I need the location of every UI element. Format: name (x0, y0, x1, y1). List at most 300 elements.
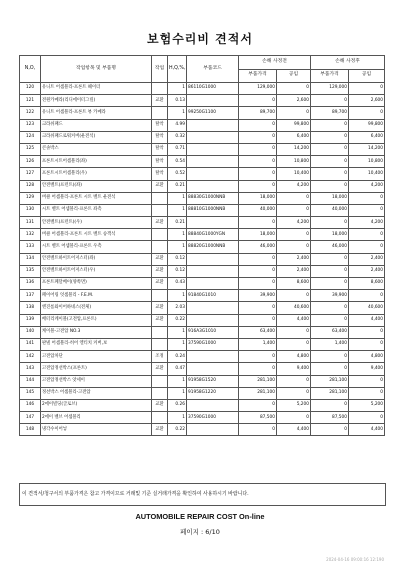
row-part-price-before: 0 (239, 278, 277, 290)
header-hq: H,Q,%, (168, 56, 187, 83)
footer-title: AUTOMOBILE REPAIR COST On-line (135, 512, 265, 521)
table-row (20, 119, 385, 131)
row-part-code: 91840G1010 (187, 290, 239, 302)
row-part-code (187, 399, 239, 411)
row-item: 시트 벨트 어셈블리-프론트 좌측 (41, 204, 152, 216)
row-part-price-after: 129,000 (311, 83, 349, 95)
row-labor-before: 0 (277, 387, 311, 399)
row-part-price-after: 0 (311, 217, 349, 229)
row-no: 133 (20, 241, 41, 253)
page-number: 페이지 : 6/10 (180, 528, 220, 536)
table-row (20, 290, 385, 302)
row-work (152, 204, 168, 216)
row-part-code (187, 363, 239, 375)
row-labor-after: 0 (349, 192, 385, 204)
row-part-price-before: 0 (239, 95, 277, 107)
row-hq: 1 (168, 412, 187, 424)
row-hq: 1 (168, 387, 187, 399)
row-item: 안전벨트하이트어저스터(좌) (41, 253, 152, 265)
row-item: 프론트시트어셈블리(우) (41, 168, 152, 180)
row-part-price-before: 0 (239, 265, 277, 277)
row-labor-before: 6,400 (277, 131, 311, 143)
table-row (20, 204, 385, 216)
row-part-price-before: 0 (239, 119, 277, 131)
row-work (152, 387, 168, 399)
row-work: 교환 (152, 95, 168, 107)
row-item: 프론트페달베이(양쪽면) (41, 278, 152, 290)
row-hq: 0.52 (168, 168, 187, 180)
table-row (20, 83, 385, 95)
row-part-price-after: 39,900 (311, 290, 349, 302)
row-part-price-before: 87,500 (239, 412, 277, 424)
row-part-code: 88820G1000NNB (187, 241, 239, 253)
header-part-price-before: 부품가격 (239, 69, 277, 83)
row-part-price-after: 0 (311, 399, 349, 411)
row-labor-before: 5,200 (277, 399, 311, 411)
row-item: 판넬 어셈블리-히어 엘티치 커버,보 (41, 338, 152, 350)
row-item: 안전벨트(프런트)(우) (41, 217, 152, 229)
row-item: 유니트 어셈블리-프론트 뷰 카메라 (41, 107, 152, 119)
row-labor-after: 4,800 (349, 351, 385, 363)
table-row (20, 424, 385, 436)
row-item: 크라쉬패드 (41, 119, 152, 131)
table-row (20, 399, 385, 411)
header-labor-after: 공임 (349, 69, 385, 83)
row-part-price-before: 0 (239, 314, 277, 326)
row-hq: 0.12 (168, 253, 187, 265)
row-part-price-after: 0 (311, 168, 349, 180)
row-labor-before: 2,400 (277, 253, 311, 265)
row-labor-after: 5,200 (349, 399, 385, 411)
row-labor-after: 0 (349, 204, 385, 216)
row-hq: 1 (168, 338, 187, 350)
row-part-price-after: 40,000 (311, 204, 349, 216)
row-work (152, 338, 168, 350)
row-labor-before: 0 (277, 290, 311, 302)
row-part-price-after: 0 (311, 131, 349, 143)
row-no: 147 (20, 412, 41, 424)
row-hq: 1 (168, 290, 187, 302)
row-no: 143 (20, 363, 41, 375)
row-work: 교환 (152, 363, 168, 375)
table-row (20, 180, 385, 192)
row-hq: 0.32 (168, 131, 187, 143)
table-row (20, 253, 385, 265)
row-hq: 0.24 (168, 351, 187, 363)
header-part-price-after: 부품가격 (311, 69, 349, 83)
table-row (20, 351, 385, 363)
row-hq: 0.21 (168, 217, 187, 229)
row-no: 123 (20, 119, 41, 131)
row-no: 142 (20, 351, 41, 363)
row-labor-after: 40,600 (349, 302, 385, 314)
disclaimer-note: 이 견적서/청구서의 부품가격은 참고 가격이므로 거래및 기준 실거래가격을 확인하여 사용하시기 바랍니다. (19, 483, 386, 506)
row-hq: 0.22 (168, 314, 187, 326)
row-item: 고전압정션박스(프론트) (41, 363, 152, 375)
row-part-code (187, 168, 239, 180)
row-labor-after: 4,400 (349, 314, 385, 326)
print-timestamp: 2024-04-16 09:00:16 12:190 (326, 557, 384, 562)
row-labor-before: 0 (277, 241, 311, 253)
row-part-price-after: 0 (311, 351, 349, 363)
row-no: 130 (20, 204, 41, 216)
row-labor-before: 8,600 (277, 278, 311, 290)
row-labor-before: 0 (277, 229, 311, 241)
table-row (20, 387, 385, 399)
row-part-price-after: 87,500 (311, 412, 349, 424)
table-row (20, 326, 385, 338)
row-item: 버클 어셈블리-프론트 시트 벨트 운전석 (41, 192, 152, 204)
row-item: 프론트시트어셈블리(좌) (41, 156, 152, 168)
row-work: 탈착 (152, 168, 168, 180)
row-no: 146 (20, 399, 41, 411)
row-no: 145 (20, 387, 41, 399)
row-part-price-after: 0 (311, 253, 349, 265)
row-part-price-before: 39,900 (239, 290, 277, 302)
row-part-price-before: 18,000 (239, 192, 277, 204)
row-part-code: 91958G1520 (187, 375, 239, 387)
row-labor-before: 0 (277, 192, 311, 204)
row-part-code (187, 131, 239, 143)
table-row (20, 131, 385, 143)
row-work: 교환 (152, 180, 168, 192)
row-part-code (187, 314, 239, 326)
row-part-price-before: 46,000 (239, 241, 277, 253)
row-hq: 0.13 (168, 95, 187, 107)
row-hq: 0.47 (168, 363, 187, 375)
row-hq: 2.03 (168, 302, 187, 314)
table-row (20, 217, 385, 229)
row-part-code (187, 265, 239, 277)
row-labor-after: 4,200 (349, 180, 385, 192)
row-part-price-after: 281,100 (311, 375, 349, 387)
row-part-price-after: 0 (311, 95, 349, 107)
row-item: 고전압정션박스 앗세이 (41, 375, 152, 387)
row-labor-before: 0 (277, 326, 311, 338)
row-part-price-before: 0 (239, 424, 277, 436)
row-part-price-before: 0 (239, 168, 277, 180)
row-part-price-after: 1,400 (311, 338, 349, 350)
row-part-code (187, 302, 239, 314)
row-work: 교환 (152, 265, 168, 277)
row-labor-after: 14,200 (349, 143, 385, 155)
row-no: 127 (20, 168, 41, 180)
row-work: 탈착 (152, 143, 168, 155)
row-hq: 0.71 (168, 143, 187, 155)
row-item: 유니트 어셈블리-프론트 헤이더 (41, 83, 152, 95)
row-part-price-after: 18,000 (311, 192, 349, 204)
row-labor-after: 10,800 (349, 156, 385, 168)
row-labor-before: 0 (277, 107, 311, 119)
row-no: 124 (20, 131, 41, 143)
row-part-price-after: 0 (311, 314, 349, 326)
row-work (152, 192, 168, 204)
table-row (20, 363, 385, 375)
row-labor-after: 0 (349, 387, 385, 399)
row-item: 2에이빌딩(글로브) (41, 399, 152, 411)
row-work (152, 375, 168, 387)
row-work: 교환 (152, 253, 168, 265)
row-labor-after: 8,600 (349, 278, 385, 290)
table-row (20, 278, 385, 290)
row-work (152, 412, 168, 424)
row-work: 교환 (152, 302, 168, 314)
table-row (20, 168, 385, 180)
row-part-price-after: 0 (311, 156, 349, 168)
row-part-price-after: 0 (311, 119, 349, 131)
table-row (20, 412, 385, 424)
row-part-price-after: 0 (311, 278, 349, 290)
row-part-code (187, 119, 239, 131)
row-part-price-before: 129,000 (239, 83, 277, 95)
table-row (20, 95, 385, 107)
row-labor-before: 9,400 (277, 363, 311, 375)
row-labor-after: 9,400 (349, 363, 385, 375)
row-hq: 0.22 (168, 424, 187, 436)
row-item: 시트 벨트 어셈블리-프론트 우측 (41, 241, 152, 253)
row-item: 크라쉬패드로워커버(운전석) (41, 131, 152, 143)
row-no: 121 (20, 95, 41, 107)
row-hq: 4.99 (168, 119, 187, 131)
row-item: 안전벨트(프런트)(좌) (41, 180, 152, 192)
table-row (20, 265, 385, 277)
table-row (20, 143, 385, 155)
row-labor-after: 4,400 (349, 424, 385, 436)
row-part-price-before: 1,400 (239, 338, 277, 350)
row-work (152, 83, 168, 95)
row-part-price-after: 0 (311, 424, 349, 436)
row-no: 126 (20, 156, 41, 168)
row-labor-after: 0 (349, 241, 385, 253)
header-no: N,O, (20, 56, 41, 83)
row-part-price-after: 0 (311, 302, 349, 314)
row-no: 132 (20, 229, 41, 241)
row-work: 탈착 (152, 119, 168, 131)
row-labor-before: 0 (277, 83, 311, 95)
header-item: 작업항목 및 부품명 (41, 56, 152, 83)
row-no: 140 (20, 326, 41, 338)
row-work: 탈착 (152, 131, 168, 143)
row-work (152, 229, 168, 241)
row-part-price-before: 0 (239, 351, 277, 363)
row-part-code: 916A3G1010 (187, 326, 239, 338)
row-item: 버클 어셈블리-프론트 시트 벨트 승객석 (41, 229, 152, 241)
row-part-code: 88810G1000NNB (187, 204, 239, 216)
row-labor-before: 0 (277, 204, 311, 216)
row-part-price-before: 0 (239, 143, 277, 155)
row-part-price-after: 89,700 (311, 107, 349, 119)
row-work: 교환 (152, 278, 168, 290)
row-work (152, 290, 168, 302)
row-labor-after: 2,600 (349, 95, 385, 107)
row-no: 122 (20, 107, 41, 119)
row-part-price-before: 63,400 (239, 326, 277, 338)
row-hq: 1 (168, 241, 187, 253)
header-before-adjust: 손해 사정전 (239, 56, 311, 70)
row-part-price-after: 281,100 (311, 387, 349, 399)
row-item: 페이어링 엇셈블리 - F.E.M. (41, 290, 152, 302)
row-labor-before: 4,400 (277, 424, 311, 436)
row-part-code: 99250G1100 (187, 107, 239, 119)
table-row (20, 156, 385, 168)
table-row (20, 375, 385, 387)
row-part-price-before: 0 (239, 399, 277, 411)
row-part-code: 91958G1220 (187, 387, 239, 399)
row-part-price-before: 89,700 (239, 107, 277, 119)
row-hq: 1 (168, 204, 187, 216)
row-labor-after: 0 (349, 290, 385, 302)
row-labor-before: 10,400 (277, 168, 311, 180)
row-labor-after: 0 (349, 229, 385, 241)
table-row (20, 192, 385, 204)
row-labor-before: 14,200 (277, 143, 311, 155)
row-labor-before: 0 (277, 412, 311, 424)
row-part-code (187, 351, 239, 363)
row-labor-before: 4,400 (277, 314, 311, 326)
row-labor-before: 4,200 (277, 180, 311, 192)
row-labor-after: 2,400 (349, 253, 385, 265)
row-no: 134 (20, 253, 41, 265)
row-part-price-before: 18,000 (239, 229, 277, 241)
table-row (20, 338, 385, 350)
row-hq: 0.12 (168, 265, 187, 277)
row-part-price-before: 0 (239, 302, 277, 314)
row-hq: 1 (168, 192, 187, 204)
header-labor-before: 공임 (277, 69, 311, 83)
header-work: 작업 (152, 56, 168, 83)
row-part-price-before: 281,100 (239, 375, 277, 387)
row-labor-before: 2,400 (277, 265, 311, 277)
row-part-price-after: 63,400 (311, 326, 349, 338)
table-row (20, 302, 385, 314)
row-labor-before: 0 (277, 375, 311, 387)
row-item: 배터리케이블(고전압,프론트) (41, 314, 152, 326)
row-hq: 1 (168, 107, 187, 119)
row-labor-after: 0 (349, 326, 385, 338)
row-hq: 1 (168, 229, 187, 241)
row-no: 135 (20, 265, 41, 277)
row-no: 136 (20, 278, 41, 290)
row-part-price-before: 0 (239, 363, 277, 375)
estimate-table (19, 55, 385, 436)
row-item: 콘솔박스 (41, 143, 152, 155)
row-part-price-after: 0 (311, 363, 349, 375)
row-item: 엔진룸와이어하네스(전체) (41, 302, 152, 314)
row-item: 안전벨트하이트어저스터(우) (41, 265, 152, 277)
row-item: 2에이 벨브 어셈블리 (41, 412, 152, 424)
row-item: 전원카메라(리디에이터그릴) (41, 95, 152, 107)
row-part-code: 37590G1000 (187, 412, 239, 424)
row-part-price-before: 0 (239, 253, 277, 265)
row-labor-after: 4,200 (349, 217, 385, 229)
row-hq: 0.43 (168, 278, 187, 290)
row-part-code: 88830G1000NNB (187, 192, 239, 204)
row-no: 139 (20, 314, 41, 326)
header-after-adjust: 손해 사정후 (311, 56, 385, 70)
row-part-price-before: 281,100 (239, 387, 277, 399)
row-hq: 1 (168, 326, 187, 338)
document-title: 보험수리비 견적서 (147, 32, 253, 46)
row-part-code (187, 95, 239, 107)
row-item: 케이블-고전압 NO.3 (41, 326, 152, 338)
table-row (20, 314, 385, 326)
row-part-price-after: 18,000 (311, 229, 349, 241)
row-part-price-after: 46,000 (311, 241, 349, 253)
row-item: 냉각수이어넣 (41, 424, 152, 436)
table-row (20, 107, 385, 119)
row-labor-after: 0 (349, 412, 385, 424)
row-part-price-after: 0 (311, 143, 349, 155)
row-work: 교환 (152, 314, 168, 326)
row-work: 교환 (152, 217, 168, 229)
row-labor-after: 10,400 (349, 168, 385, 180)
row-labor-before: 0 (277, 338, 311, 350)
row-labor-after: 6,400 (349, 131, 385, 143)
row-labor-before: 4,800 (277, 351, 311, 363)
row-work (152, 326, 168, 338)
row-no: 129 (20, 192, 41, 204)
row-work: 탈착 (152, 156, 168, 168)
row-labor-after: 0 (349, 83, 385, 95)
row-work (152, 107, 168, 119)
row-labor-before: 99,800 (277, 119, 311, 131)
row-part-price-before: 0 (239, 131, 277, 143)
row-part-code: 37590G1000 (187, 338, 239, 350)
row-part-code (187, 180, 239, 192)
row-no: 144 (20, 375, 41, 387)
row-hq: 0.54 (168, 156, 187, 168)
header-part-code: 부품코드 (187, 56, 239, 83)
row-no: 148 (20, 424, 41, 436)
row-part-price-after: 0 (311, 265, 349, 277)
row-part-code: 86110G1000 (187, 83, 239, 95)
row-labor-before: 10,800 (277, 156, 311, 168)
row-item: 고전압차단 (41, 351, 152, 363)
row-part-price-before: 40,000 (239, 204, 277, 216)
row-no: 137 (20, 290, 41, 302)
row-part-price-before: 0 (239, 217, 277, 229)
row-work (152, 241, 168, 253)
row-part-price-after: 0 (311, 180, 349, 192)
row-no: 120 (20, 83, 41, 95)
row-part-code (187, 424, 239, 436)
row-work: 조정 (152, 351, 168, 363)
row-labor-before: 4,200 (277, 217, 311, 229)
row-labor-after: 2,400 (349, 265, 385, 277)
row-part-price-before: 0 (239, 156, 277, 168)
row-work: 교환 (152, 424, 168, 436)
row-labor-before: 2,600 (277, 95, 311, 107)
row-labor-after: 99,800 (349, 119, 385, 131)
row-hq: 0.21 (168, 180, 187, 192)
row-no: 138 (20, 302, 41, 314)
row-labor-after: 0 (349, 375, 385, 387)
row-part-code: 88840G1000YGN (187, 229, 239, 241)
row-hq: 1 (168, 375, 187, 387)
row-labor-after: 0 (349, 107, 385, 119)
row-item: 정션박스 어셈블리-고전압 (41, 387, 152, 399)
table-row (20, 241, 385, 253)
row-no: 128 (20, 180, 41, 192)
row-labor-after: 0 (349, 338, 385, 350)
row-hq: 1 (168, 83, 187, 95)
row-part-code (187, 156, 239, 168)
row-hq: 0.26 (168, 399, 187, 411)
row-part-price-before: 0 (239, 180, 277, 192)
row-part-code (187, 278, 239, 290)
table-header-row (20, 56, 385, 70)
row-labor-before: 40,600 (277, 302, 311, 314)
